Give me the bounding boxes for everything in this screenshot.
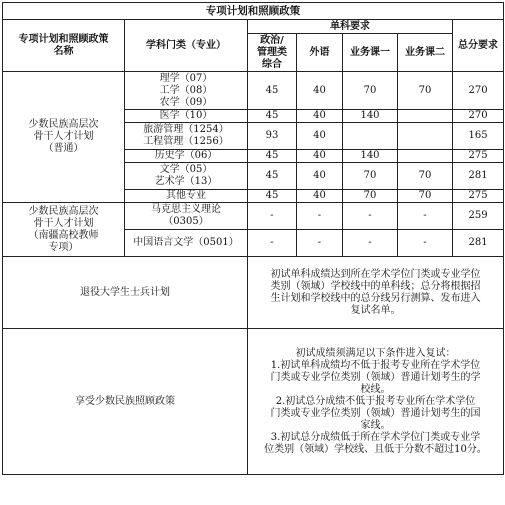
course2-cell: - [398,203,453,230]
foreign-cell: - [297,230,343,257]
group1-label: 少数民族高层次 骨干人才计划 （普通） [3,72,125,203]
course1-cell: - [343,230,398,257]
course2-cell: 70 [398,190,453,203]
total-cell: 281 [453,163,504,190]
politics-cell: - [248,203,297,230]
politics-cell: - [248,230,297,257]
header-discipline: 学科门类（专业） [125,20,248,72]
total-cell: 165 [453,123,504,150]
course1-cell: 70 [343,190,398,203]
total-cell: 270 [453,110,504,123]
foreign-cell: - [297,203,343,230]
title-row [3,3,504,20]
discipline-cell: 医学（10） [125,110,248,123]
course2-cell [398,123,453,150]
total-cell: 259 [453,203,504,230]
header-course1: 业务课一 [343,34,398,72]
policy-table-container [2,2,503,475]
total-cell: 275 [453,150,504,163]
discipline-cell: 中国语言文学（0501） [125,230,248,257]
table-row [3,203,504,230]
course1-cell: 140 [343,150,398,163]
course1-cell: 70 [343,72,398,110]
politics-cell: 93 [248,123,297,150]
discipline-cell: 历史学（06） [125,150,248,163]
minority-policy-text: 初试成绩须满足以下条件进入复试： 1.初试单科成绩均不低于报考专业所在学术学位 门类或专业学位类别（领域）普通计划考生的学 校线。 2.初试总分成绩不低于报考专业所在学术学位 门类或专业学位类别（领域）普通计划考生的国 家线。 3.初试总分成绩低于所在学术学位门类或专业学 位类别（领域）学校线、且低于分数不超过10分。 [248,329,504,475]
course2-cell [398,150,453,163]
header-politics: 政治/ 管理类 综合 [248,34,297,72]
course1-cell: - [343,203,398,230]
discipline-cell: 旅游管理（1254） 工程管理（1256） [125,123,248,150]
soldier-plan-row [3,257,504,329]
foreign-cell: 40 [297,190,343,203]
course2-cell: 70 [398,72,453,110]
soldier-plan-label: 退役大学生士兵计划 [3,257,248,329]
group2-label: 少数民族高层次 骨干人才计划 （南疆高校教师 专项） [3,203,125,257]
soldier-plan-text: 初试单科成绩达到所在学术学位门类或专业学位 类别（领域）学校线中的单科线；总分将根据招 生计划和学校线中的总分线另行测算、发布进入 复试名单。 [248,257,504,329]
course1-cell [343,123,398,150]
header-row-1 [3,20,504,34]
header-foreign-language: 外语 [297,34,343,72]
header-single-subject: 单科要求 [248,20,453,34]
politics-cell: 45 [248,110,297,123]
table-row [3,72,504,110]
table-title: 专项计划和照顾政策 [3,3,504,20]
discipline-cell: 理学（07） 工学（08） 农学（09） [125,72,248,110]
minority-policy-row [3,329,504,475]
foreign-cell: 40 [297,72,343,110]
minority-policy-label: 享受少数民族照顾政策 [3,329,248,475]
politics-cell: 45 [248,190,297,203]
discipline-cell: 其他专业 [125,190,248,203]
discipline-cell: 文学（05） 艺术学（13） [125,163,248,190]
foreign-cell: 40 [297,123,343,150]
course2-cell: - [398,230,453,257]
header-total: 总分要求 [453,20,504,72]
header-category: 专项计划和照顾政策 名称 [3,20,125,72]
foreign-cell: 40 [297,163,343,190]
course2-cell [398,110,453,123]
politics-cell: 45 [248,163,297,190]
foreign-cell: 40 [297,150,343,163]
total-cell: 281 [453,230,504,257]
course2-cell: 70 [398,163,453,190]
politics-cell: 45 [248,150,297,163]
politics-cell: 45 [248,72,297,110]
policy-table [2,2,504,475]
total-cell: 270 [453,72,504,110]
total-cell: 275 [453,190,504,203]
foreign-cell: 40 [297,110,343,123]
header-course2: 业务课二 [398,34,453,72]
course1-cell: 140 [343,110,398,123]
course1-cell: 70 [343,163,398,190]
discipline-cell: 马克思主义理论 （0305） [125,203,248,230]
